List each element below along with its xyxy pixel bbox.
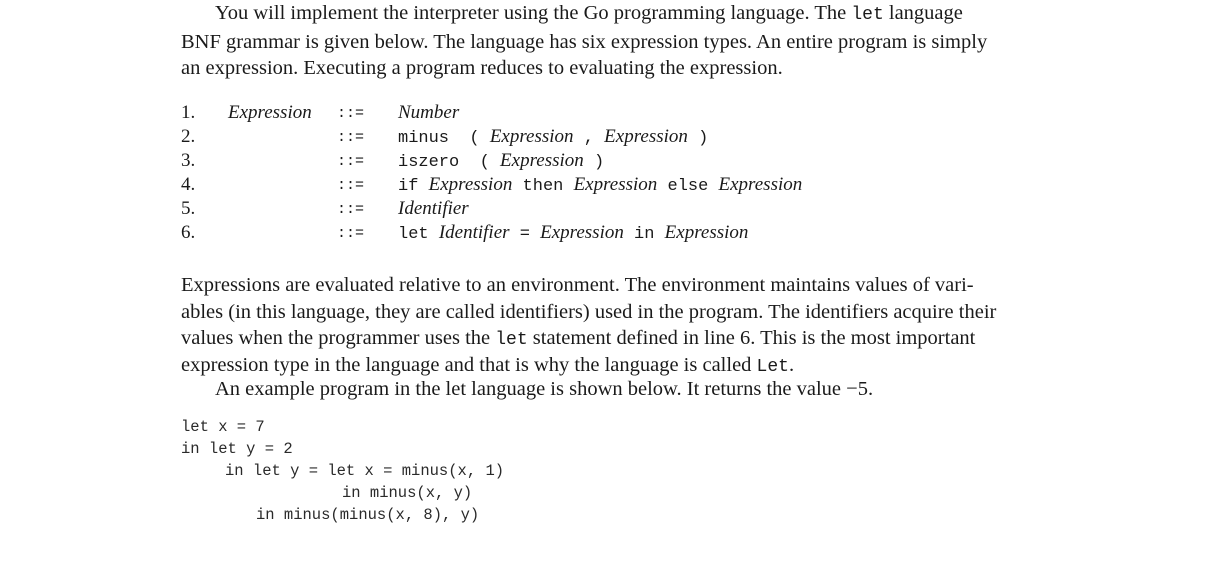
rule-number: 4.: [181, 174, 196, 195]
environment-paragraph: [181, 272, 1041, 400]
rhs-token: (: [459, 153, 501, 172]
define-symbol: ::=: [337, 153, 365, 170]
rule-rhs: [398, 174, 802, 196]
rhs-token: Number: [398, 102, 460, 123]
rhs-token: in: [623, 225, 665, 244]
rhs-token: Expression: [428, 174, 513, 195]
rule-number: 6.: [181, 222, 196, 243]
rule-rhs: [398, 150, 604, 172]
intro-line-3: an expression. Executing a program reduces to evaluating the expression.: [181, 57, 783, 79]
rhs-token: Expression: [664, 222, 749, 243]
rhs-token: then: [512, 177, 574, 196]
rhs-token: iszero: [398, 153, 460, 172]
rhs-token: else: [657, 177, 719, 196]
code-line-4: in minus(x, y): [342, 484, 473, 502]
rhs-token: Expression: [604, 126, 688, 147]
env-line-4: expression type in the language and that is why the language is called Let.: [181, 353, 795, 377]
code-line-1: let x = 7: [181, 418, 265, 436]
rhs-token: let: [398, 225, 439, 244]
rhs-token: Expression: [573, 174, 658, 195]
code-line-2: in let y = 2: [181, 440, 293, 458]
rhs-token: Expression: [540, 222, 624, 243]
rule-rhs: [398, 222, 748, 244]
define-symbol: ::=: [337, 129, 365, 146]
rule-rhs: [398, 126, 708, 148]
code-line-5: in minus(minus(x, 8), y): [256, 506, 480, 524]
let-keyword: let: [495, 330, 528, 350]
rhs-token: Expression: [500, 150, 584, 171]
rhs-token: Expression: [489, 126, 574, 147]
rule-number: 3.: [181, 150, 196, 171]
rhs-token: Identifier: [438, 222, 510, 243]
rhs-token: Identifier: [398, 198, 469, 219]
intro-line-1: You will implement the interpreter using the Go programming language. The let language: [215, 2, 963, 25]
rhs-token: if: [398, 177, 429, 196]
code-line-3: in let y = let x = minus(x, 1): [225, 462, 505, 480]
rule-rhs: [398, 102, 459, 124]
env-line-5: An example program in the let language is shown below. It returns the value −5.: [215, 377, 874, 400]
env-line-1: Expressions are evaluated relative to an environment. The environment maintains values of vari-: [181, 274, 974, 296]
define-symbol: ::=: [337, 105, 365, 122]
rhs-token: =: [509, 225, 541, 244]
rhs-token: Expression: [718, 174, 803, 195]
env-line-2: ables (in this language, they are called identifiers) used in the program. The identifiers acquire their: [181, 300, 997, 323]
let-language-name: Let: [756, 356, 789, 377]
intro-line-2: BNF grammar is given below. The language has six expression types. An entire program is simply: [181, 30, 988, 53]
env-line-3: values when the programmer uses the let statement defined in line 6. This is the most important: [181, 327, 976, 350]
rhs-token: (: [449, 129, 490, 148]
rule-number: 1.: [181, 102, 196, 123]
rule-number: 2.: [181, 126, 196, 147]
define-symbol: ::=: [337, 201, 365, 218]
define-symbol: ::=: [337, 225, 365, 242]
rule-rhs: [398, 198, 469, 220]
intro-paragraph: [181, 0, 1041, 82]
rhs-token: ): [583, 153, 605, 172]
rhs-token: ,: [573, 129, 605, 148]
rule-number: 5.: [181, 198, 196, 219]
rhs-token: ): [687, 129, 709, 148]
rhs-token: minus: [398, 129, 450, 148]
define-symbol: ::=: [337, 177, 365, 194]
rule-lhs: Expression: [228, 102, 312, 123]
let-keyword: let: [851, 5, 884, 25]
